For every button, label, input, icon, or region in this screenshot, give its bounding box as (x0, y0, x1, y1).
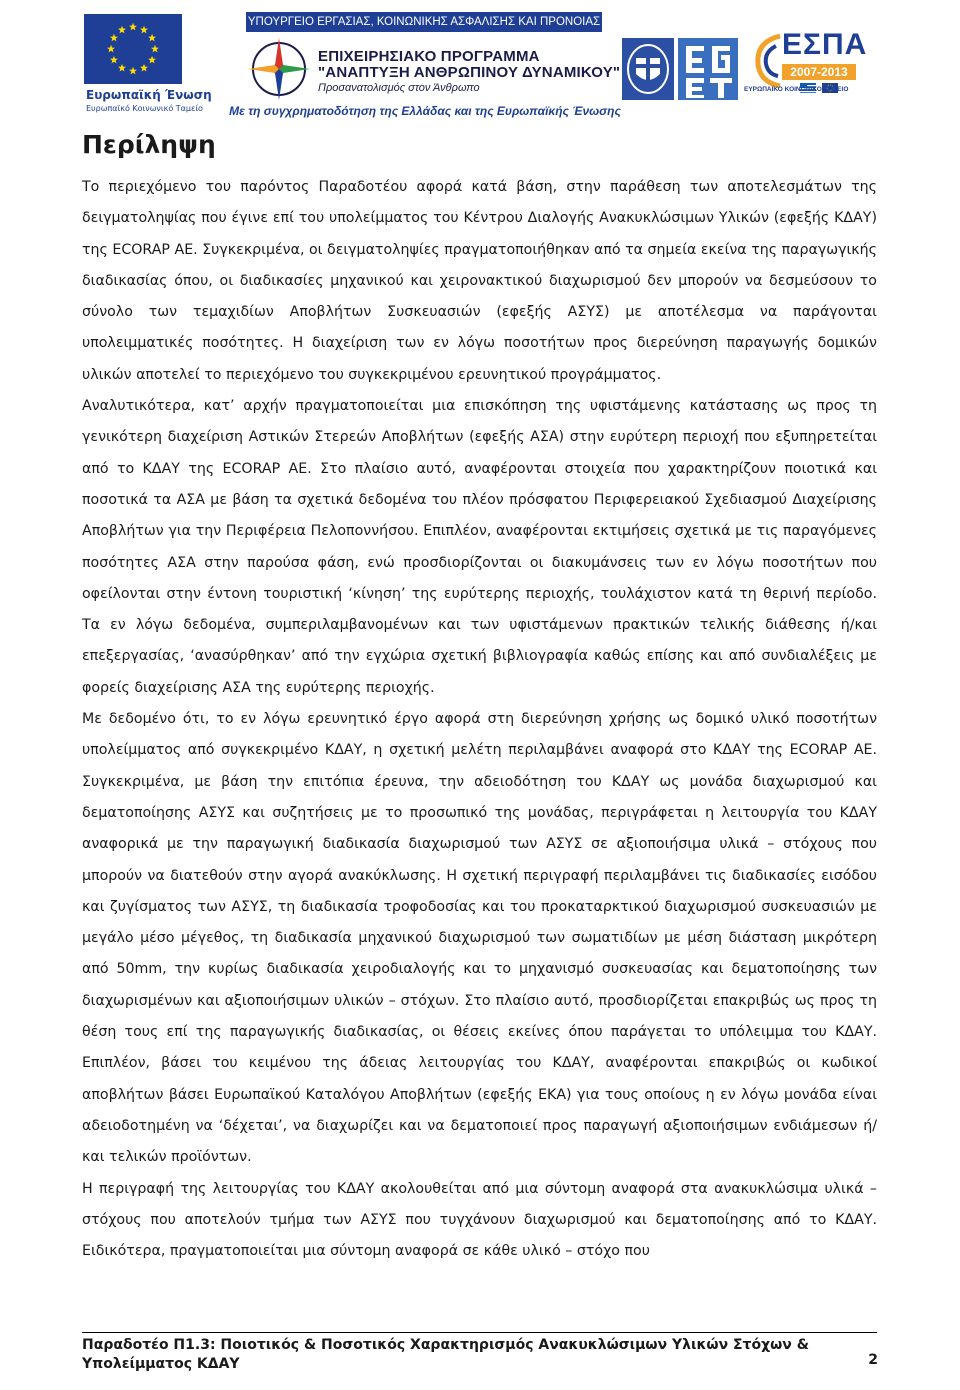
eu-flag-icon (84, 14, 182, 84)
eu-star-icon (151, 45, 159, 53)
footer-divider (82, 1332, 877, 1333)
cofunding-note: Με τη συγχρηματοδότηση της Ελλάδας και της Ευρωπαϊκής Ένωσης (229, 104, 621, 118)
programme-title-line2: "ΑΝΑΠΤΥΞΗ ΑΝΘΡΩΠΙΝΟΥ ΔΥΝΑΜΙΚΟΥ" (318, 64, 621, 81)
eu-star-icon (110, 56, 118, 64)
ministry-banner: ΥΠΟΥΡΓΕΙΟ ΕΡΓΑΣΙΑΣ, ΚΟΙΝΩΝΙΚΗΣ ΑΣΦΑΛΙΣΗΣ ΚΑΙ ΠΡΟΝΟΙΑΣ (246, 12, 602, 32)
espa-years: 2007-2013 (782, 64, 856, 80)
eu-star-icon (129, 67, 137, 75)
eu-star-icon (140, 64, 148, 72)
eu-logo (80, 14, 212, 114)
footer-deliverable-title: Παραδοτέο Π1.3: Ποιοτικός & Ποσοτικός Χαρακτηρισμός Ανακυκλώσιμων Υλικών Στόχων & Υπολείμματος ΚΔΑΥ (82, 1337, 809, 1372)
eu-star-icon (118, 26, 126, 34)
paragraph: Αναλυτικότερα, κατ’ αρχήν πραγματοποιείται μια επισκόπηση της υφιστάμενης κατάστασης ως προς τη γενικότερη διαχείριση Αστικών Στερεών Αποβλήτων (εφεξής ΑΣΑ) στην ευρύτερη περιοχή που εξυπηρετείται από το ΚΔΑΥ της ECORAP ΑΕ. Στο πλαίσιο αυτό, αναφέρονται στοιχεία που χαρακτηρίζουν ποιοτικά και ποσοτικά τα ΑΣΑ με βάση τα σχετικά δεδομένα του πλέον πρόσφατου Περιφερειακού Σχεδιασμού Διαχείρισης Αποβλήτων για την Περιφέρεια Πελοποννήσου. Επιπλέον, αναφέρονται εκτιμήσεις σχετικά με τις παραγόμενες ποσότητες ΑΣΑ στην παρούσα φάση, ενώ προσδιορίζονται οι διακυμάνσεις των εν λόγω ποσοτήτων που οφείλονται στην έντονη τουριστική ‘κίνηση’ της ευρύτερης περιοχής, τουλάχιστον κατά τη θερινή περίοδο. Τα εν λόγω δεδομένα, συμπεριλαμβανομένων και των υφιστάμενων πρακτικών τελικής διάθεσης ή/και επεξεργασίας, ‘ανασύρθηκαν’ από την εγχώρια σχετική βιβλιογραφία καθώς επίσης και από συνδιαλέξεις με φορείς διαχείρισης ΑΣΑ της ευρύτερης περιοχής. (82, 398, 877, 696)
eu-star-icon (118, 64, 126, 72)
page-number: 2 (868, 1352, 878, 1368)
programme-compass-icon (246, 36, 312, 102)
espa-swirl-icon (752, 30, 784, 90)
paragraph: Η περιγραφή της λειτουργίας του ΚΔΑΥ ακολουθείται από μια σύντομη αναφορά στα ανακυκλώσιμα υλικά – στόχους που αποτελούν τμήμα των ΑΣΥΣ που τυγχάνουν διαχωρισμού και δεματοποίησης από το ΚΔΑΥ. Ειδικότερα, πραγματοποιείται μια σύντομη αναφορά σε κάθε υλικό – στόχο που (82, 1180, 877, 1260)
eu-star-icon (107, 45, 115, 53)
programme-title-line1: ΕΠΙΧΕΙΡΗΣΙΑΚΟ ΠΡΟΓΡΑΜΜΑ (318, 48, 540, 65)
eu-star-icon (129, 23, 137, 31)
greek-emblem-icon (622, 38, 674, 100)
page-title: Περίληψη (82, 130, 216, 159)
eu-logo-subtitle: Ευρωπαϊκό Κοινωνικό Ταμείο (86, 104, 203, 113)
eget-logo-icon (678, 38, 738, 100)
eu-star-icon (148, 34, 156, 42)
paragraph: Με δεδομένο ότι, το εν λόγω ερευνητικό έργο αφορά στη διερεύνηση χρήσης ως δομικό υλικό ποσοτήτων υπολείμματος από συγκεκριμένο ΚΔΑΥ, η σχετική μελέτη περιλαμβάνει αναφορά στο ΚΔΑΥ της ECORAP ΑΕ. Συγκεκριμένα, με βάση την επιτόπια έρευνα, την αδειοδότηση του ΚΔΑΥ ως μονάδα διαχωρισμού και δεματοποίησης ΑΣΥΣ και συζητήσεις με το προσωπικό της μονάδας, περιγράφεται η λειτουργία του ΚΔΑΥ αναφορικά με την παραγωγική διαδικασία διαχωρισμού των ΑΣΥΣ σε αξιοποιήσιμα υλικά – στόχους που μπορούν να διατεθούν στην αγορά ανακύκλωσης. Η σχετική περιγραφή περιλαμβάνει τις διαδικασίες εισόδου και ζυγίσματος των ΑΣΥΣ, τη διαδικασία τροφοδοσίας και του προκαταρκτικού διαχωρισμού συσκευασιών με μεγάλο μέσο μέγεθος, τη διαδικασία μηχανικού διαχωρισμού των σωματιδίων με μέση διάσταση μικρότερη από 50mm, την κυρίως διαδικασία χειροδιαλογής και το μηχανισμό συσκευασίας και δεματοποίησης των διαχωρισμένων και αξιοποιήσιμων υλικών – στόχων. Στο πλαίσιο αυτό, προσδιορίζεται επακριβώς ως προς τη θέση τους επί της παραγωγικής διαδικασίας, οι θέσεις εκείνες όπου παράγεται το υπόλειμμα του ΚΔΑΥ. Επιπλέον, βάσει του κειμένου της άδειας λειτουργίας του ΚΔΑΥ, αναφέρονται επακριβώς οι κωδικοί αποβλήτων βάσει Ευρωπαϊκού Καταλόγου Αποβλήτων (εφεξής ΕΚΑ) για τους οποίους η εν λόγω μονάδα είναι αδειοδοτημένη να ‘δέχεται’, να διαχωρίζει και να δεματοποιεί προς παραγωγή αξιοποιήσιμων ενδιάμεσων ή/και τελικών προϊόντων. (82, 711, 877, 1166)
paragraph: Το περιεχόμενο του παρόντος Παραδοτέου αφορά κατά βάση, στην παράθεση των αποτελεσμάτων της δειγματοληψίας που έγινε επί του υπολείμματος του Κέντρου Διαλογής Ανακυκλώσιμων Υλικών (εφεξής ΚΔΑΥ) της ECORAP ΑΕ. Συγκεκριμένα, οι δειγματοληψίες πραγματοποιήθηκαν από τα σημεία εκείνα της παραγωγικής διαδικασίας όπου, οι διαδικασίες μηχανικού και χειρονακτικού διαχωρισμού δεν μπορούν να δεσμεύσουν το σύνολο των τεμαχιδίων Αποβλήτων Συσκευασιών (εφεξής ΑΣΥΣ) με αποτέλεσμα να παράγονται υπολειμματικές ποσότητες. Η διαχείριση των εν λόγω ποσοτήτων προς διερεύνηση παραγωγής δομικών υλικών αποτελεί το περιεχόμενο του συγκεκριμένου ερευνητικού προγράμματος. (82, 179, 877, 383)
eu-star-icon (110, 34, 118, 42)
eu-star-icon (140, 26, 148, 34)
espa-fund-label: ΕΥΡΩΠΑΪΚΟ ΚΟΙΝΩΝΙΚΟ ΤΑΜΕΙΟ (744, 86, 849, 93)
programme-slogan: Προσανατολισμός στον Άνθρωπο (318, 82, 480, 94)
espa-wordmark: ΕΣΠΑ (782, 28, 868, 61)
eu-star-icon (148, 56, 156, 64)
summary-body (82, 172, 877, 1267)
eu-logo-title: Ευρωπαϊκή Ένωση (86, 88, 212, 102)
